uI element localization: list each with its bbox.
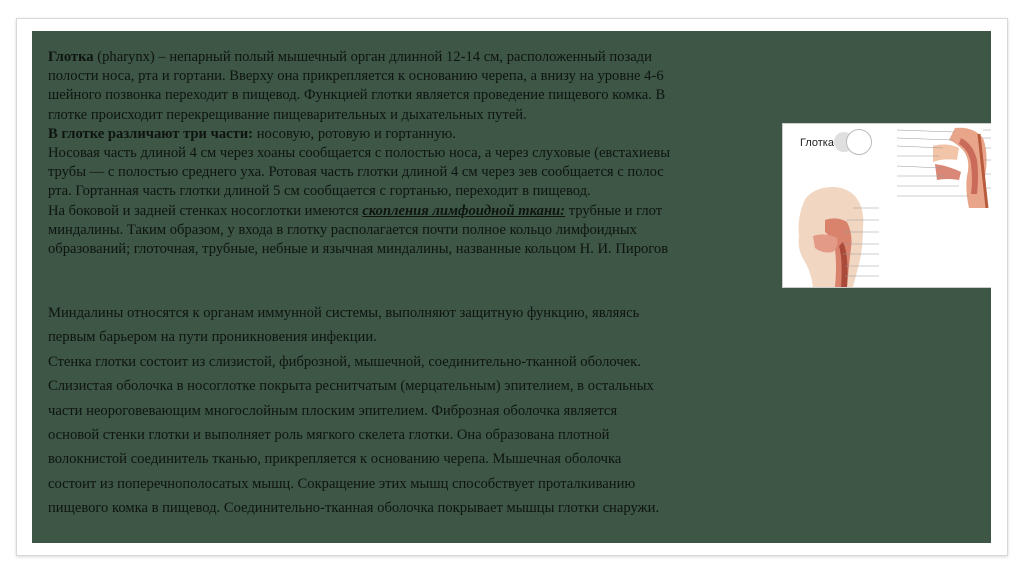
text-span: носовую, ротовую и гортанную. <box>253 125 456 142</box>
decorative-circle-outline <box>846 129 872 155</box>
text-line: полости носа, рта и гортани. Вверху она прикрепляется к основанию черепа, а внизу на уровне 4-6 <box>48 68 664 85</box>
lymphoid-tissue-term: скопления лимфоидной ткани: <box>362 202 566 219</box>
text-line: части неороговевающим многослойным плоским эпителием. Фиброзная оболочка является <box>48 402 618 419</box>
text-line: шейного позвонка переходит в пищевод. Функцией глотки является проведение пищевого комка. В <box>48 87 666 104</box>
term-pharynx: Глотка <box>48 49 94 65</box>
text-line <box>48 125 768 144</box>
slide-frame <box>16 18 1008 556</box>
text-line: основой стенки глотки и выполняет роль мягкого скелета глотки. Она образована плотной <box>48 427 610 444</box>
text-line: образований; глоточная, трубные, небные и язычная миндалины, названные кольцом Н. И. Пирогов <box>48 241 669 258</box>
pharynx-description <box>48 48 768 259</box>
text-line <box>48 202 768 221</box>
text-span: трубные и глот <box>565 202 663 219</box>
text-line: миндалины. Таким образом, у входа в глотку располагается почти полное кольцо лимфоидных <box>48 221 637 238</box>
text-line <box>48 48 768 67</box>
pharynx-anatomy-figure <box>782 123 991 288</box>
text-line: трубы — с полостью среднего уха. Ротовая часть глотки длиной 4 см через зев сообщается с полос <box>48 164 664 181</box>
text-line: глотке происходит перекрещивание пищеварительных и дыхательных путей. <box>48 106 527 123</box>
text-line: пищевого комка в пищевод. Соединительно-тканная оболочка покрывает мышцы глотки снаружи. <box>48 500 660 517</box>
pharynx-wall-description <box>48 301 768 521</box>
text-line: Слизистая оболочка в носоглотке покрыта реснитчатым (мерцательным) эпителием, в остальных <box>48 378 654 395</box>
text-line: рта. Гортанная часть глотки длиной 5 см сообщается с гортанью, переходит в пищевод. <box>48 183 591 200</box>
text-line: Носовая часть длиной 4 см через хоаны сообщается с полостью носа, а через слуховые (евстахиевы <box>48 145 671 162</box>
figure-label: Глотка <box>800 137 834 149</box>
text-line: состоит из поперечнополосатых мышц. Сокращение этих мышц способствует проталкиванию <box>48 475 636 492</box>
text-line: волокнистой соединитель тканью, прикрепляется к основанию черепа. Мышечная оболочка <box>48 451 622 468</box>
text-span: На боковой и задней стенках носоглотки имеются <box>48 202 363 219</box>
text-line: первым барьером на пути проникновения инфекции. <box>48 329 377 346</box>
content-panel <box>32 31 991 543</box>
three-parts-heading: В глотке различают три части: <box>48 125 254 142</box>
text-span: (pharynx) – непарный полый мышечный орган длинной 12-14 см, расположенный позади <box>93 49 652 65</box>
text-line: Миндалины относятся к органам иммунной системы, выполняют защитную функцию, являясь <box>48 305 640 321</box>
text-line: Стенка глотки состоит из слизистой, фиброзной, мышечной, соединительно-тканной оболочек. <box>48 353 641 370</box>
